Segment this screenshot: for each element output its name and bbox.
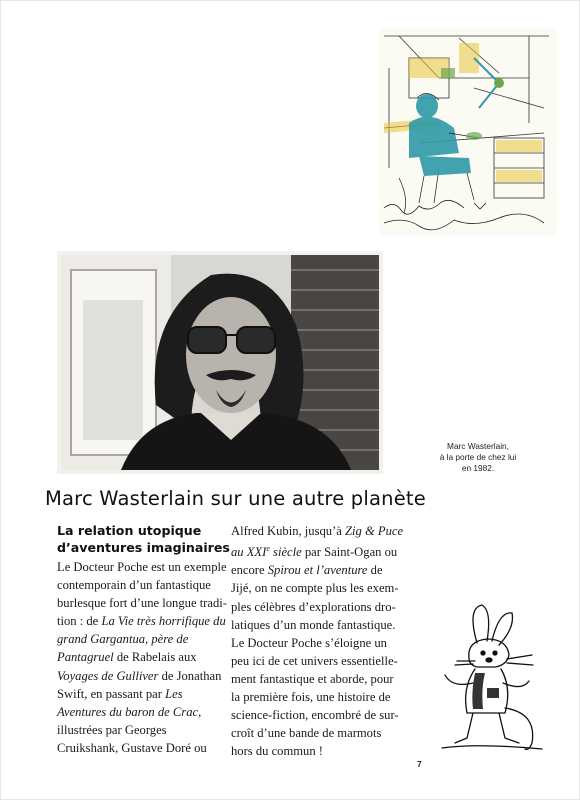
body-column-1 [57, 558, 227, 757]
photo-caption [418, 441, 538, 474]
mouse-character-drawing [437, 603, 547, 753]
text-line: encore Spirou et l’aventure de [231, 563, 383, 578]
text-line: au XXIe siècle par Saint-Ogan ou [231, 544, 398, 560]
subhead-line: d’aventures imaginaires [57, 540, 230, 555]
text-line: Le Docteur Poche est un exemple [57, 560, 227, 574]
text-line: latiques d’un monde fantastique. [231, 617, 396, 632]
text-line: peu ici de cet univers essentielle- [231, 653, 398, 668]
text-line: Pantagruel de Rabelais aux [57, 650, 197, 665]
text-line: la première fois, une histoire de [231, 690, 391, 705]
text-line: Alfred Kubin, jusqu’à Zig & Puce [231, 524, 404, 538]
text-line: Jijé, on ne compte plus les exem- [231, 581, 399, 596]
page-number: 7 [417, 759, 422, 769]
subhead-line: La relation utopique [57, 523, 202, 538]
portrait-photo [57, 251, 383, 474]
text-line: ples célèbres d’explorations dro- [231, 599, 396, 614]
body-column-2 [231, 522, 411, 760]
text-line: croît d’une bande de marmots [231, 726, 382, 741]
caption-line: Marc Wasterlain, [447, 441, 509, 451]
text-line: tion : de La Vie très horrifique du [57, 614, 226, 629]
text-line: ment fantastique et aborde, pour [231, 671, 394, 686]
caption-line: à la porte de chez lui [439, 452, 517, 462]
text-line: science-fiction, encombré de sur- [231, 708, 399, 723]
text-line: Swift, en passant par Les [57, 686, 183, 701]
text-line: hors du commun ! [231, 744, 323, 759]
text-line: burlesque fort d’une longue tradi- [57, 596, 227, 611]
text-line: Aventures du baron de Crac, [57, 704, 202, 719]
text-line: contemporain d’un fantastique [57, 578, 211, 593]
text-line: Voyages de Gulliver de Jonathan [57, 668, 222, 683]
article-headline: Marc Wasterlain sur une autre planète [45, 487, 426, 510]
caption-line: en 1982. [461, 463, 495, 473]
text-line: Cruikshank, Gustave Doré ou [57, 740, 207, 755]
text-line: grand Gargantua, père de [57, 632, 189, 647]
studio-sketch-illustration [379, 28, 557, 236]
text-line: Le Docteur Poche s’éloigne un [231, 635, 387, 650]
text-line: illustrées par Georges [57, 722, 167, 737]
article-subhead [57, 522, 230, 556]
